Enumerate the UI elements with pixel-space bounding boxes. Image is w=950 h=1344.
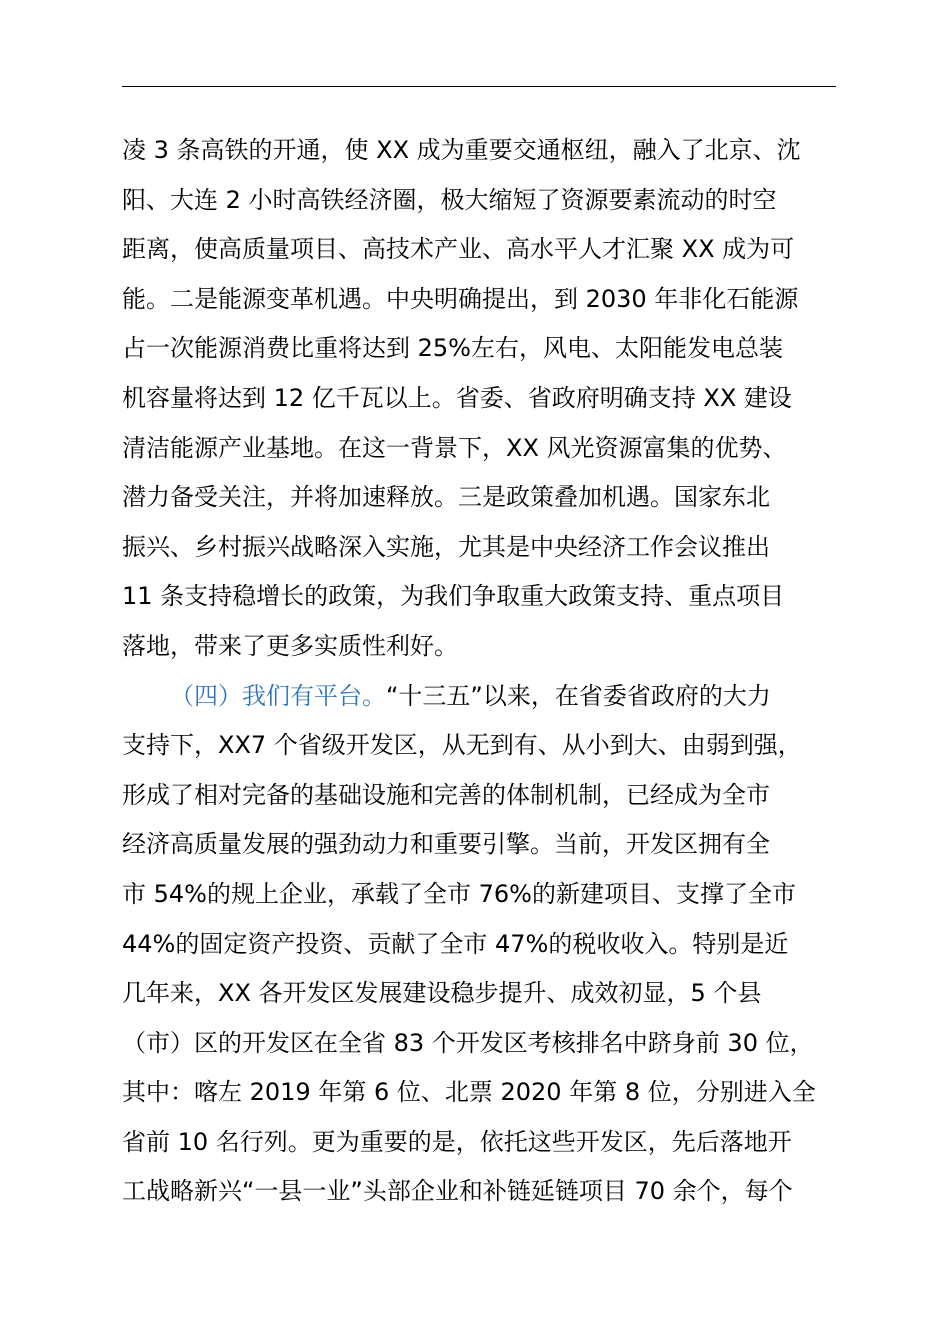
text-line: 省前 10 名行列。更为重要的是，依托这些开发区，先后落地开 <box>122 1127 792 1156</box>
text-line: 振兴、乡村振兴战略深入实施，尤其是中央经济工作会议推出 <box>122 532 770 561</box>
text-line: 落地，带来了更多实质性利好。 <box>122 631 458 660</box>
text-line: 占一次能源消费比重将达到 25%左右，风电、太阳能发电总装 <box>122 334 783 363</box>
text-line: 距离，使高质量项目、高技术产业、高水平人才汇聚 XX 成为可 <box>122 235 795 264</box>
text-line: 11 条支持稳增长的政策，为我们争取重大政策支持、重点项目 <box>122 582 785 611</box>
body-text <box>122 126 838 1217</box>
text-line: 经济高质量发展的强劲动力和重要引擎。当前，开发区拥有全 <box>122 830 770 859</box>
text-line: 支持下，XX7 个省级开发区，从无到有、从小到大、由弱到强， <box>122 731 802 760</box>
text-line: （市）区的开发区在全省 83 个开发区考核排名中跻身前 30 位， <box>122 1028 814 1057</box>
text-line: 凌 3 条高铁的开通，使 XX 成为重要交通枢纽，融入了北京、沈 <box>122 136 801 164</box>
text-line: 其中：喀左 2019 年第 6 位、北票 2020 年第 8 位，分别进入全 <box>122 1078 816 1107</box>
text-line: 工战略新兴“一县一业”头部企业和补链延链项目 70 余个，每个 <box>122 1177 793 1206</box>
text-line: 阳、大连 2 小时高铁经济圈，极大缩短了资源要素流动的时空 <box>122 185 777 214</box>
text-line: 几年来，XX 各开发区发展建设稳步提升、成效初显，5 个县 <box>122 979 762 1008</box>
text-line: 清洁能源产业基地。在这一背景下，XX 风光资源富集的优势、 <box>122 433 787 462</box>
text-line: 潜力备受关注，并将加速释放。三是政策叠加机遇。国家东北 <box>122 483 770 512</box>
section-first-line-text: “十三五”以来，在省委省政府的大力 <box>386 681 771 710</box>
text-line: 能。二是能源变革机遇。中央明确提出，到 2030 年非化石能源 <box>122 284 799 313</box>
text-line: 形成了相对完备的基础设施和完善的体制机制，已经成为全市 <box>122 780 770 809</box>
text-line: 市 54%的规上企业，承载了全市 76%的新建项目、支撑了全市 <box>122 879 796 908</box>
section-first-line <box>122 672 838 722</box>
header-rule <box>122 86 836 87</box>
section-heading: （四）我们有平台。 <box>170 681 386 710</box>
text-line: 机容量将达到 12 亿千瓦以上。省委、省政府明确支持 XX 建设 <box>122 383 792 412</box>
text-line: 44%的固定资产投资、贡献了全市 47%的税收收入。特别是近 <box>122 929 789 958</box>
